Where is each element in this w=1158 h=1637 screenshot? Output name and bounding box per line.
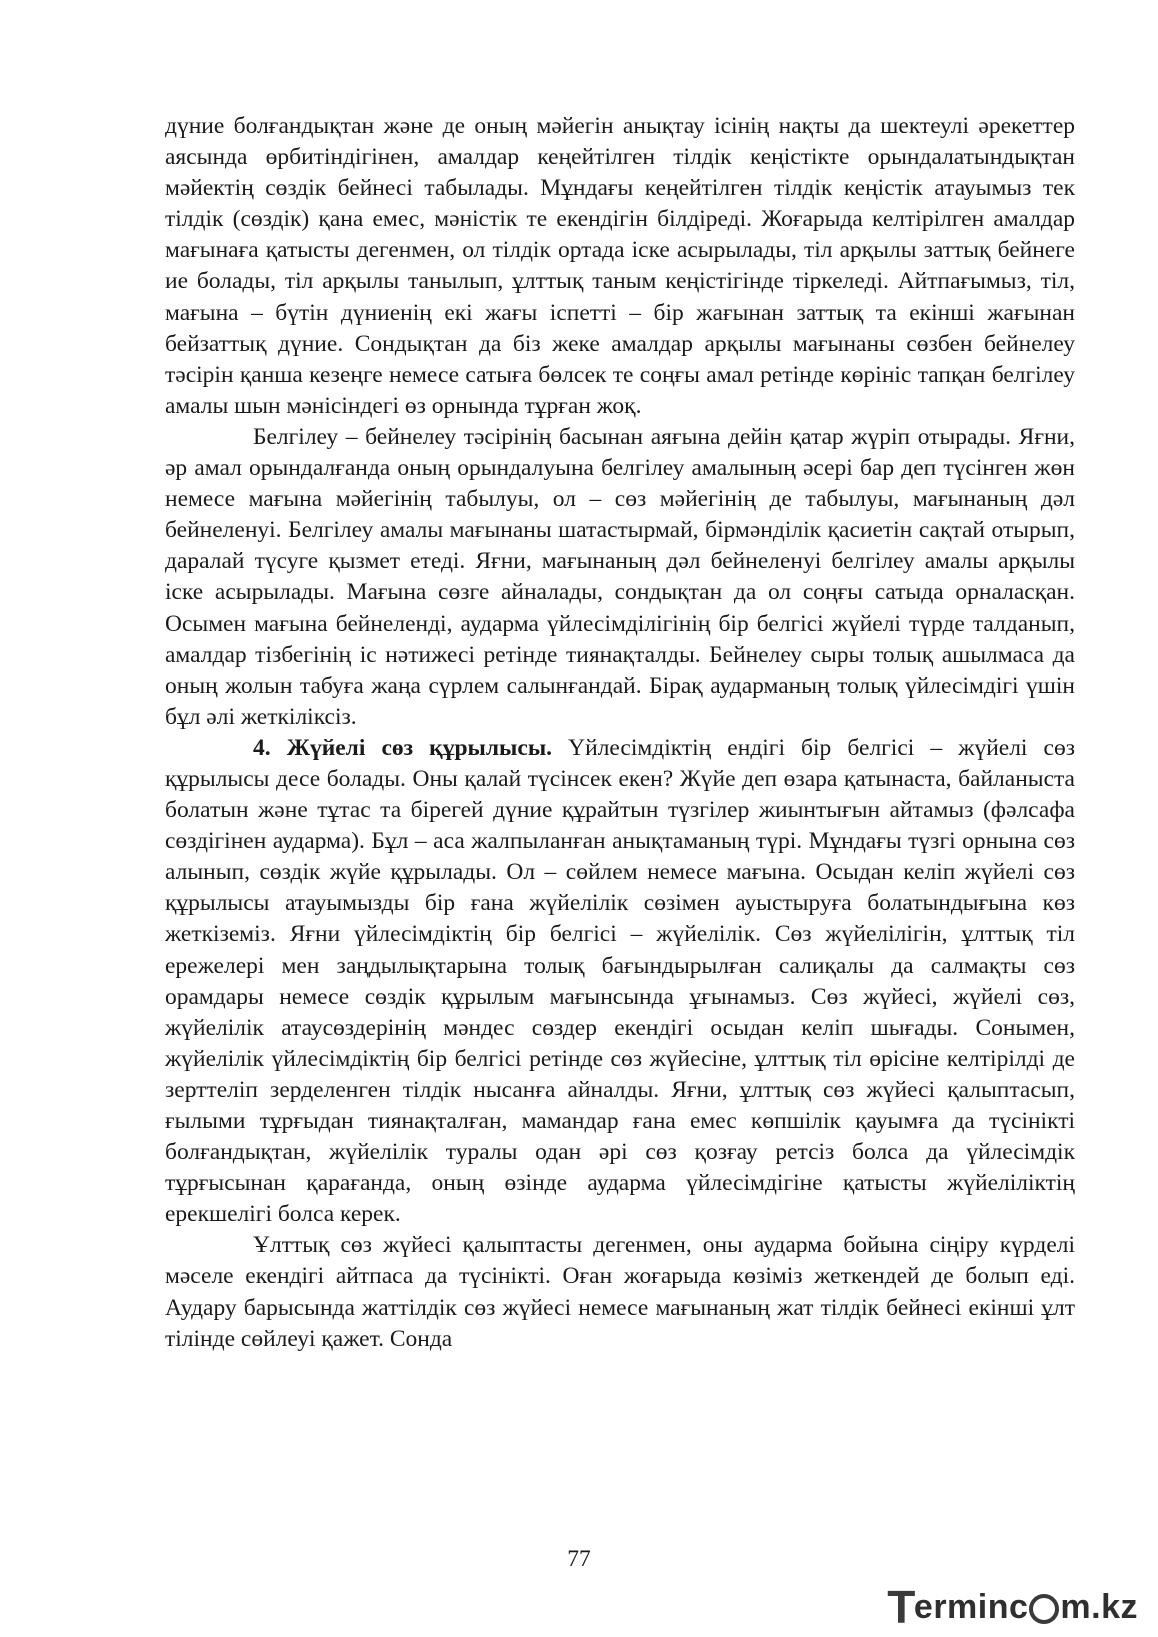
termincom-watermark-logo (887, 1580, 1138, 1634)
page-number: 77 (567, 1546, 591, 1572)
paragraph-4-text: Ұлттық сөз жүйесі қалыптасты дегенмен, оны аударма бойына сіңіру күрделі мәселе екендігі айтпаса да түсінікті. Оған жоғарыда көзіміз жеткендей де болып еді. Аудару барысында жаттілдік сөз жүйесі немесе мағынаның жат тілдік бейнесі екінші ұлт тілінде сөйлеуі қажет. Сонда (165, 1232, 1075, 1352)
paragraph-3-text: Үйлесімдіктің ендігі бір белгісі – жүйелі сөз құрылысы десе болады. Оны қалай түсінсек екен? Жүйе деп өзара қатынаста, байланыста болатын және тұтас та бірегей дүние құрайтын түзгілер жиынтығын айтамыз (фәлсафа сөздігінен аударма). Бұл – аса жалпыланған анықтаманың түрі. Мұндағы түзгі орнына сөз алынып, сөздік жүйе құрылады. Ол – сөйлем немесе мағына. Осыдан келіп жүйелі сөз құрылысы атауымызды бір ғана жүйелілік сөзімен ауыстыруға болатындығына көз жеткіземіз. Яғни үйлесімдіктің бір белгісі – жүйелілік. Сөз жүйелілігін, ұлттық тіл ережелері мен заңдылықтарына толық бағындырылған салиқалы да салмақты сөз орамдары немесе сөздік құрылым мағынсында ұғынамыз. Сөз жүйесі, жүйелі сөз, жүйелілік атаусөздерінің мәндес сөздер екендігі осыдан келіп шығады. Сонымен, жүйелілік үйлесімдіктің бір белгісі ретінде сөз жүйесіне, ұлттық тіл өрісіне келтірілді де зерттеліп зерделенген тілдік нысанға айналды. Яғни, ұлттық сөз жүйесі қалыптасып, ғылыми тұрғыдан тиянақталған, мамандар ғана емес көпшілік қауымға да түсінікті болғандықтан, жүйелілік туралы одан әрі сөз қозғау ретсіз болса да үйлесімдік тұрғысынан қарағанда, оның өзінде аударма үйлесімдігіне қатысты жүйеліліктің ерекшелігі болса керек. (165, 734, 1075, 1228)
section-heading: 4. Жүйелі сөз құрылысы. (253, 734, 553, 761)
paragraph-3 (165, 733, 1075, 1231)
watermark-text-part1: erminc (913, 1587, 1029, 1626)
paragraph-1 (165, 111, 1075, 422)
paragraph-2 (165, 422, 1075, 733)
paragraph-2-text: Белгілеу – бейнелеу тәсірінің басынан аяғына дейін қатар жүріп отырады. Яғни, әр амал орындалғанда оның орындалуына белгілеу амалының әсері бар деп түсінген жөн немесе мағына мәйегінің табылуы, ол – сөз мәйегінің де табылуы, мағынаның дәл бейнеленуі. Белгілеу амалы мағынаны шатастырмай, бірмәнділік қасиетін сақтай отырып, даралай түсуге қызмет етеді. Яғни, мағынаның дәл бейнеленуі белгілеу амалы арқылы іске асырылады. Мағына сөзге айналады, сондықтан да ол соңғы сатыда орналасқан. Осымен мағына бейнеленді, аударма үйлесімділігінің бір белгісі жүйелі түрде талданып, амалдар тізбегінің іс нәтижесі ретінде тиянақталды. Бейнелеу сыры толық ашылмаса да оның жолын табуға жаңа сүрлем салынғандай. Бірақ аударманың толық үйлесімдігі үшін бұл әлі жеткіліксіз. (165, 423, 1075, 730)
watermark-circle-icon (1029, 1594, 1059, 1624)
watermark-text-part2: m.kz (1060, 1587, 1138, 1626)
body-text (165, 111, 1075, 1355)
paragraph-1-text: дүние болғандықтан және де оның мәйегін анықтау ісінің нақты да шектеулі әрекеттер аясында өрбитіндігінен, амалдар кеңейтілген тілдік кеңістікте орындалатындықтан мәйектің сөздік бейнесі табылады. Мұндағы кеңейтілген тілдік кеңістік атауымыз тек тілдік (сөздік) қана емес, мәністік те екендігін білдіреді. Жоғарыда келтірілген амалдар мағынаға қатысты дегенмен, ол тілдік ортада іске асырылады, тіл арқылы заттық бейнеге ие болады, тіл арқылы танылып, ұлттық таным кеңістігінде тіркеледі. Айтпағымыз, тіл, мағына – бүтін дүниенің екі жағы іспетті – бір жағынан заттық та екінші жағынан бейзаттық дүние. Сондықтан да біз жеке амалдар арқылы мағынаны сөзбен бейнелеу тәсірін қанша кезеңге немесе сатыға бөлсек те соңғы амал ретінде көрініс тапқан белгілеу амалы шын мәнісіндегі өз орнында тұрған жоқ. (165, 113, 1075, 419)
watermark-first-letter: T (887, 1581, 916, 1633)
paragraph-4 (165, 1230, 1075, 1354)
